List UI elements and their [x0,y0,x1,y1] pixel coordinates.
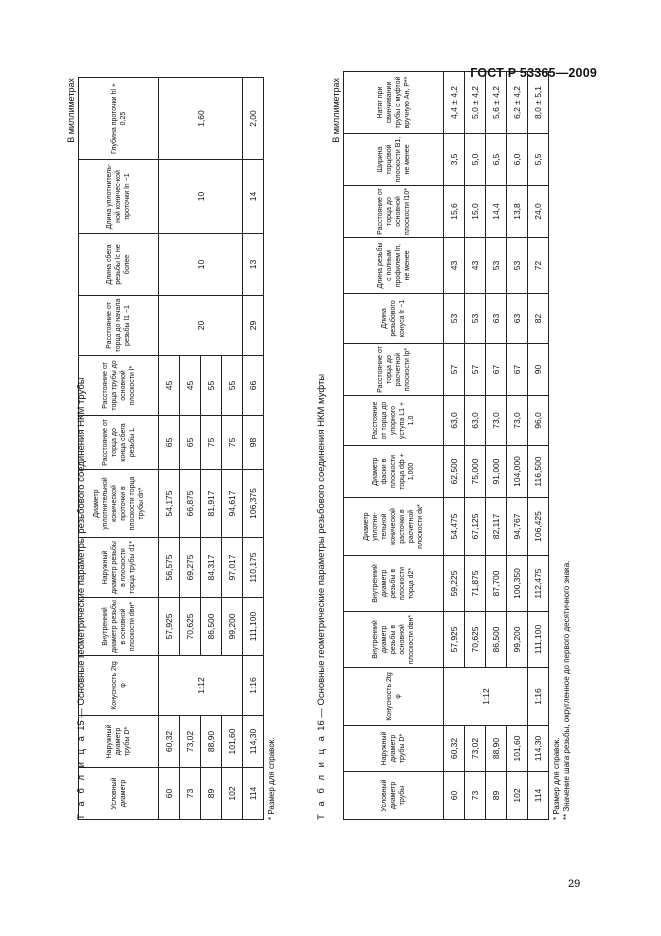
t16-cell: 73 [465,772,486,820]
t16-cell: 5,5 [528,134,549,186]
table16-caption-label: Т а б л и ц а [316,733,327,820]
t16-cell: 6,0 [507,134,528,186]
t16-cell: 5,6 ± 4,2 [486,72,507,134]
t16-cell: 111,100 [528,612,549,668]
t16-cell: 114,30 [528,726,549,772]
t15-h-8: Расстояние от торца до начала резьбы l1 −1 [79,296,159,356]
t16-cell: 8,0 ± 5,1 [528,72,549,134]
t16-cell: 101,60 [507,726,528,772]
t16-cell: 54,475 [444,498,465,556]
t15-cell: 69,275 [180,538,201,598]
t15-cell-merged: 20 [159,296,243,356]
t16-cell: 57 [444,344,465,396]
t16-cell: 53 [507,238,528,294]
t16-cell: 71,875 [465,556,486,612]
t16-cell: 116,500 [528,446,549,498]
t16-h-4: Внутренний диаметр резьбы в плоскости торца d2* [344,556,444,612]
t16-cell: 96,0 [528,396,549,446]
t16-cell: 102 [507,772,528,820]
t15-cell: 45 [159,356,180,416]
t15-cell: 14 [243,160,264,234]
t16-h-3: Внутренний диаметр резьбы в основной плоскости dвн* [344,612,444,668]
table16-footnote-1: * Размер для справок. [552,737,561,820]
t16-cell: 67,125 [465,498,486,556]
t16-cell: 75,000 [465,446,486,498]
table16-caption-text: 16 — Основные геометрические параметры резьбового соединения НКМ муфты [316,373,327,731]
t16-cell: 88,90 [486,726,507,772]
t16-cell: 43 [444,238,465,294]
table-row [243,78,264,820]
t16-cell: 5,0 ± 4,2 [465,72,486,134]
t16-cell: 63,0 [444,396,465,446]
t16-cell: 89 [486,772,507,820]
t16-cell: 53 [465,294,486,344]
t15-cell: 56,575 [159,538,180,598]
t15-h-6: Расстояние от торца до конца сбега резьбы L [79,416,159,470]
t15-cell: 98 [243,416,264,470]
t15-cell: 55 [201,356,222,416]
t15-h-5: Диаметр уплотнительной конической проточки в плоскости торца трубы dn* [79,470,159,538]
t16-cell: 60 [444,772,465,820]
t15-cell: 65 [159,416,180,470]
t15-cell: 88,90 [201,716,222,768]
t16-cell: 6,5 [486,134,507,186]
t15-cell-merged: 1,60 [159,78,243,160]
t16-cell: 15,0 [465,186,486,238]
t15-cell: 102 [222,768,243,820]
t16-cell: 53 [486,238,507,294]
t15-cell-merged: 10 [159,160,243,234]
t16-cell: 82 [528,294,549,344]
t16-cell: 60,32 [444,726,465,772]
t16-cell: 13,8 [507,186,528,238]
t15-cell: 111,100 [243,598,264,656]
t15-cell: 66,875 [180,470,201,538]
table15-caption-label: Т а б л и ц а [76,733,87,820]
t16-cell: 3,5 [444,134,465,186]
t15-cell: 70,625 [180,598,201,656]
t16-cell: 24,0 [528,186,549,238]
t15-cell: 1:16 [243,656,264,716]
t15-cell: 60 [159,768,180,820]
table-row [528,72,549,820]
t15-cell: 97,017 [222,538,243,598]
t16-cell-taper-merged: 1:12 [444,668,528,726]
t16-h-9: Длина резьбового конуса lr −1 [344,294,444,344]
table16 [343,71,549,820]
t15-cell: 66 [243,356,264,416]
table-row [159,78,180,820]
table-row [444,72,465,820]
t15-h-0: Условный диаметр [79,768,159,820]
t16-cell: 114 [528,772,549,820]
table15-caption-text: 15 — Основные геометрические параметры резьбового соединения НКМ трубы [76,377,87,731]
t16-cell: 1:16 [528,668,549,726]
table15-units: В миллиметрах [66,78,76,143]
t16-cell: 4,4 ± 4,2 [444,72,465,134]
t16-cell: 15,6 [444,186,465,238]
t16-cell: 5,0 [465,134,486,186]
t15-cell-taper-merged: 1:12 [159,656,243,716]
t15-cell: 99,200 [222,598,243,656]
t15-cell: 73 [180,768,201,820]
t15-cell: 29 [243,296,264,356]
t16-h-12: Ширина торцовой плоскости B1, не менее [344,134,444,186]
t15-cell: 75 [222,416,243,470]
table16-units: В миллиметрах [331,78,341,143]
t16-h-6: Диаметр фаски в плоскости торца dф + 1,000 [344,446,444,498]
t16-h-13: Натяг при свинчивании трубы с муфтой вручную Aн, P** [344,72,444,134]
t15-cell: 114 [243,768,264,820]
t16-cell: 53 [444,294,465,344]
t16-cell: 106,425 [528,498,549,556]
t15-h-7: Расстояние от торца трубы до основной плоскости l* [79,356,159,416]
table16-header-row [344,72,444,820]
t15-cell: 45 [180,356,201,416]
t15-cell: 57,925 [159,598,180,656]
t15-h-2: Конусность 2tg φ [79,656,159,716]
t16-cell: 82,117 [486,498,507,556]
t16-h-10: Длина резьбы с полным профилем lп, не менее [344,238,444,294]
t15-cell: 86,500 [201,598,222,656]
t15-cell: 60,32 [159,716,180,768]
t15-cell: 54,175 [159,470,180,538]
t16-cell: 100,350 [507,556,528,612]
table15 [78,77,264,820]
t16-cell: 70,625 [465,612,486,668]
page-number: 29 [568,878,581,890]
t16-cell: 63 [486,294,507,344]
t16-cell: 67 [486,344,507,396]
t15-cell: 73,02 [180,716,201,768]
t16-cell: 43 [465,238,486,294]
t16-h-0: Условный диаметр трубы [344,772,444,820]
t16-cell: 14,4 [486,186,507,238]
t16-cell: 112,475 [528,556,549,612]
t15-cell: 94,617 [222,470,243,538]
t16-h-8: Расстояние от торца до расчетной плоскости lр* [344,344,444,396]
t16-cell: 62,500 [444,446,465,498]
t15-cell: 65 [180,416,201,470]
t16-cell: 87,700 [486,556,507,612]
t16-cell: 63 [507,294,528,344]
t16-cell: 73,0 [486,396,507,446]
t16-cell: 59,225 [444,556,465,612]
t15-cell: 106,375 [243,470,264,538]
t16-cell: 99,200 [507,612,528,668]
t15-cell: 101,60 [222,716,243,768]
t15-cell: 89 [201,768,222,820]
t16-cell: 57 [465,344,486,396]
t16-h-1: Наружный диаметр трубы D* [344,726,444,772]
t15-h-4: Наружный диаметр резьбы в плоскости торца трубы d1* [79,538,159,598]
document-header: ГОСТ Р 53365—2009 [470,66,597,80]
t15-cell: 110,175 [243,538,264,598]
t16-cell: 104,000 [507,446,528,498]
t16-cell: 6,2 ± 4,2 [507,72,528,134]
table15-header-row [79,78,159,820]
t16-h-11: Расстояние от торца до основной плоскости l10* [344,186,444,238]
t15-cell: 13 [243,234,264,296]
table15-footnote: * Размер для справок. [267,737,276,820]
t15-cell: 84,317 [201,538,222,598]
t15-h-10: Длина уплотнитель-ной коничес-кой проточки ln −1 [79,160,159,234]
t15-cell: 2,00 [243,78,264,160]
t16-h-2: Конусность 2tg φ [344,668,444,726]
t16-cell: 73,02 [465,726,486,772]
t15-h-9: Длина сбега резьбы lс не более [79,234,159,296]
t15-cell-merged: 10 [159,234,243,296]
t15-cell: 114,30 [243,716,264,768]
t16-cell: 91,000 [486,446,507,498]
t15-cell: 75 [201,416,222,470]
t15-h-3: Внутренний диаметр резьбы в основной плоскости dвн* [79,598,159,656]
t16-cell: 57,925 [444,612,465,668]
t16-cell: 94,767 [507,498,528,556]
t16-h-5: Диаметр уплотни-тельной конической расточки в расчетной плоскости dк* [344,498,444,556]
t16-cell: 86,500 [486,612,507,668]
t16-cell: 72 [528,238,549,294]
t15-cell: 81,917 [201,470,222,538]
t16-cell: 73,0 [507,396,528,446]
t16-cell: 67 [507,344,528,396]
t15-cell: 55 [222,356,243,416]
t15-h-1: Наружный диаметр трубы D* [79,716,159,768]
t16-cell: 63,0 [465,396,486,446]
t16-cell: 90 [528,344,549,396]
t16-h-7: Расстояние от торца до упорного уступа L1 + 1,0 [344,396,444,446]
table16-footnote-2: ** Значение шага резьбы, округленное до первого десятичного знака. [562,560,571,820]
t15-h-11: Глубина проточки hl + 0,25 [79,78,159,160]
